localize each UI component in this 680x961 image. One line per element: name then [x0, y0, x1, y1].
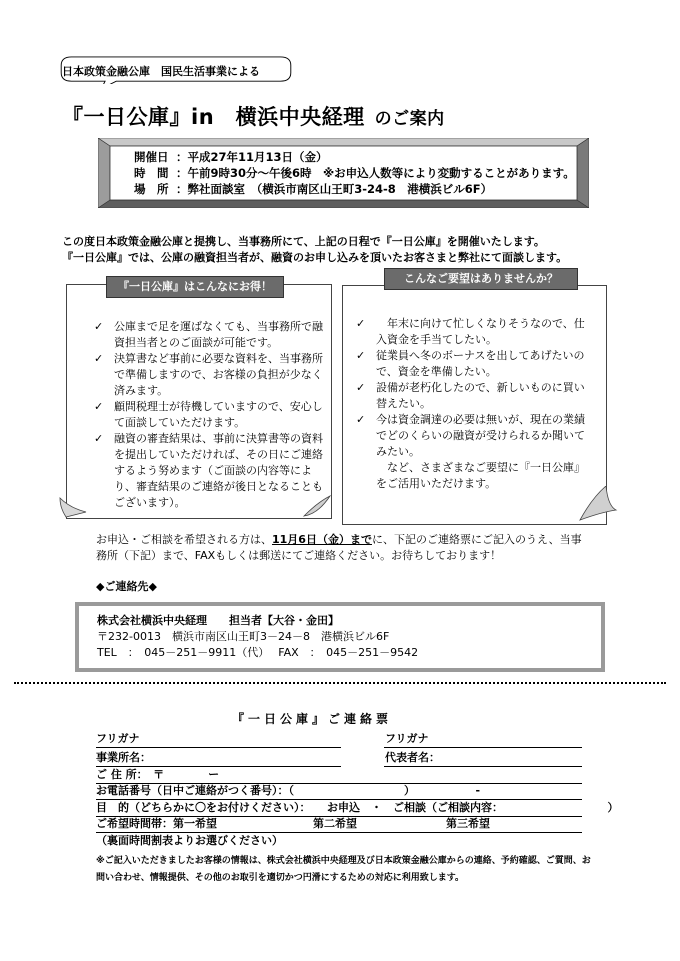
application-instructions [96, 532, 582, 564]
event-place-label: 場 所 [134, 182, 169, 196]
event-place-row [134, 181, 575, 197]
pref-time-field[interactable] [96, 832, 582, 833]
benefit-text: 決算書など事前に必要な資料を、当事務所で準備しますので、お客様の負担が少なく済みます。 [114, 352, 323, 397]
event-date-value: ：平成27年11月13日（金） [176, 150, 328, 164]
contact-heading: ◆ご連絡先◆ [96, 580, 157, 593]
apply-deadline: 11月6日（金）まで [272, 533, 372, 546]
apply-line2: 務所（下記）まで、FAXもしくは郵送にてご連絡ください。お待ちしております！ [96, 549, 502, 562]
contact-address: 〒232-0013 横浜市南区山王町3－24－8 港横浜ビル6F [97, 630, 390, 643]
request-text: 従業員へ冬のボーナスを出してあげたいので、資金を準備したい。 [376, 349, 585, 378]
furigana-line-left [96, 747, 341, 748]
check-icon: ✓ [94, 352, 104, 365]
list-item [356, 412, 592, 460]
requests-tab: こんなご要望はありませんか？ [384, 268, 578, 290]
furigana-label-left: フリガナ [96, 732, 140, 745]
page-curl-left-icon [56, 490, 96, 526]
title-suffix: のご案内 [374, 109, 445, 129]
list-item [356, 348, 592, 380]
apply-line1-post: に、下記のご連絡票にご記入のうえ、当事 [371, 533, 582, 546]
apply-line1-pre: お申込・ご相談を希望される方は、 [96, 533, 272, 546]
pref-note: （裏面時間割表よりお選びください） [96, 834, 283, 847]
intro-text [62, 234, 567, 266]
representative-label: 代表者名： [385, 751, 440, 764]
intro-line-2: 『一日公庫』では、公庫の融資担当者が、融資のお申し込みを頂いたお客さまと弊社にて面談します。 [62, 251, 568, 264]
purpose-label: 目 的（どちらかに〇をお付けください）： お申込 ・ ご相談（ご相談内容： ） [96, 801, 619, 814]
contact-company: 株式会社横浜中央経理 担当者【大谷・金田】 [97, 614, 339, 627]
benefit-text: 融資の審査結果は、事前に決算書等の資料を提出していただければ、その日にご連絡するよう努めます（ご面談の内容等により、審査結果のご連絡が後日となることもございます）。 [114, 432, 323, 509]
check-icon: ✓ [94, 400, 104, 413]
pref-time-label: ご希望時間帯：第一希望 [96, 817, 217, 830]
title-main: 『一日公庫』in 横浜中央経理 [62, 105, 365, 129]
form-title: 『一日公庫』ご連絡票 [232, 712, 393, 726]
list-item [94, 431, 330, 511]
event-date-label: 開催日 [134, 150, 169, 164]
benefit-text: 顧問税理士が待機していますので、安心して面談していただけます。 [114, 400, 323, 429]
check-icon: ✓ [356, 317, 366, 330]
representative-field[interactable] [384, 766, 582, 767]
page-title [62, 101, 445, 131]
event-time-label: 時 間 [134, 166, 169, 180]
event-place-value: ：弊社面談室 （横浜市南区山王町3-24-8 港横浜ビル6F） [176, 182, 493, 196]
check-icon: ✓ [356, 413, 366, 426]
business-name-label: 事業所名： [96, 751, 151, 764]
closing-text: など、さまざまなご要望に『一日公庫』をご活用いただけます。 [376, 461, 585, 490]
list-item [94, 351, 330, 399]
contact-phone: TEL ： 045－251－9911（代） FAX ： 045－251－9542 [97, 646, 419, 659]
event-date-row [134, 149, 575, 165]
request-text: 今は資金調達の必要は無いが、現在の業績でどのくらいの融資が受けられるか聞いてみたい。 [376, 413, 585, 458]
cut-line [14, 682, 666, 684]
check-icon: ✓ [356, 349, 366, 362]
list-item [94, 319, 330, 351]
business-name-field[interactable] [96, 766, 341, 767]
third-pref-label: 第三希望 [446, 817, 490, 830]
contact-info [97, 613, 418, 661]
phone-label: お電話番号（日中ご連絡がつく番号）：（ ） - [96, 784, 481, 797]
benefits-list [94, 319, 330, 511]
intro-line-1: この度日本政策金融公庫と提携し、当事務所にて、上記の日程で『一日公庫』を開催いたします。 [62, 235, 545, 248]
request-text: 設備が老朽化したので、新しいものに買い替えたい。 [376, 381, 585, 410]
event-time-value: ：午前9時30分～午後6時 ※お申込人数等により変動することがあります。 [176, 166, 575, 180]
check-icon: ✓ [94, 432, 104, 445]
requests-list [356, 316, 592, 492]
furigana-label-right: フリガナ [385, 732, 429, 745]
check-icon: ✓ [94, 320, 104, 333]
phone-field[interactable] [96, 799, 582, 800]
list-item [356, 380, 592, 412]
bubble-text: 日本政策金融公庫 国民生活事業による [62, 65, 260, 78]
page-curl-right-icon [578, 486, 618, 526]
event-info [134, 149, 575, 197]
requests-closing [356, 460, 592, 492]
check-icon: ✓ [356, 381, 366, 394]
privacy-footnote: ※ご記入いただきましたお客様の情報は、株式会社横浜中央経理及び日本政策金融公庫からの連絡、予約確認、ご質問、お問い合わせ、情報提供、その他のお取引を適切かつ円滑にするための対応に利用致します。 [96, 856, 591, 883]
address-label: ご 住 所： 〒 ー [96, 768, 220, 781]
list-item [356, 316, 592, 348]
second-pref-label: 第二希望 [313, 817, 357, 830]
furigana-line-right [384, 747, 582, 748]
benefit-text: 公庫まで足を運ばなくても、当事務所で融資担当者とのご面談が可能です。 [114, 320, 323, 349]
request-text: 年末に向けて忙しくなりそうなので、仕入資金を手当てしたい。 [376, 317, 585, 346]
benefits-tab: 『一日公庫』はこんなにお得！ [106, 276, 284, 298]
list-item [94, 399, 330, 431]
event-time-row [134, 165, 575, 181]
